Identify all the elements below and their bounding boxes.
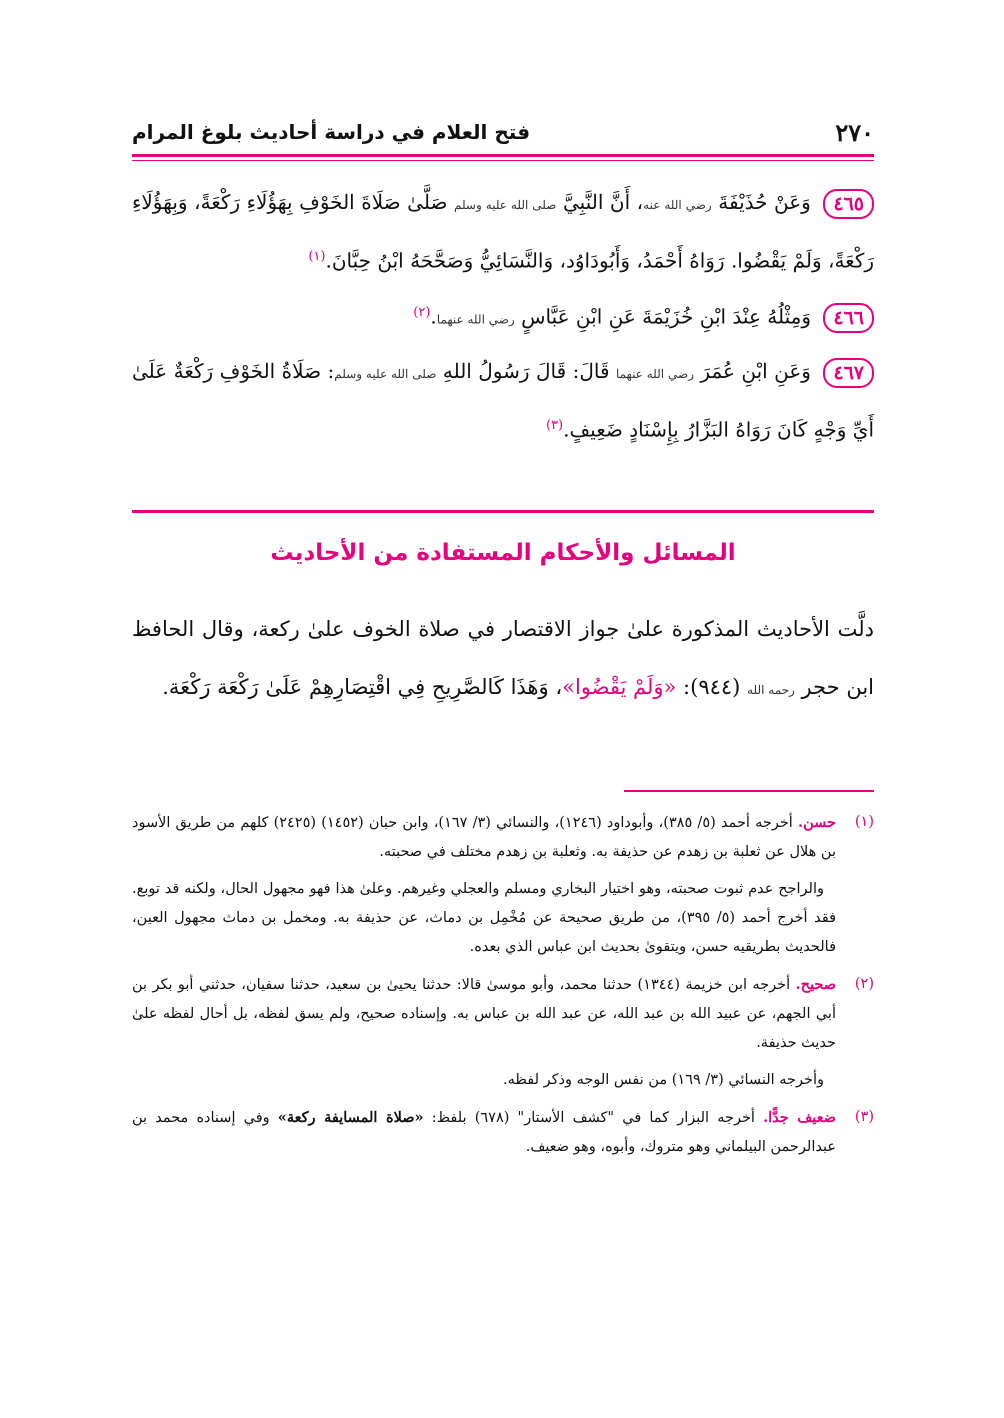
hadith-grade: حسن. <box>798 814 837 831</box>
honorific-mark: رضي الله عنه <box>643 198 712 212</box>
footnote-3 <box>132 1103 874 1162</box>
footnote-number: (١) <box>854 814 874 830</box>
footnote-ref[interactable]: (٢) <box>413 304 431 320</box>
hadith-text: صَلَّىٰ صَلَاةَ الخَوْفِ بِهَؤُلَاءِ رَكْعَةً، وَبِهَؤُلَاءِ رَكْعَةً، وَلَمْ يَقْضُوا. رَوَاهُ أَحْمَدُ، وَأَبُودَاوُد، وَالنَّسَائِيُّ وَصَحَّحَهُ ابْنُ حِبَّانَ. <box>132 190 874 273</box>
footnote-number: (٢) <box>854 976 874 992</box>
footnote-text: أخرجه البزار كما في "كشف الأستار" (٦٧٨) بلفظ: <box>431 1110 755 1126</box>
hadith-text: وَمِثْلُهُ عِنْدَ ابْنِ خُزَيْمَةَ عَنِ ابْنِ عَبَّاسٍ <box>521 304 812 329</box>
section-separator <box>132 510 874 513</box>
rahimahullah-mark: رحمه الله <box>747 683 795 697</box>
section-heading: المسائل والأحكام المستفادة من الأحاديث <box>270 540 736 566</box>
footnote-2 <box>132 970 874 1058</box>
page-number: ٢٧٠ <box>835 118 874 147</box>
hadith-466 <box>132 287 874 346</box>
honorific-mark: رضي الله عنهما <box>615 367 694 382</box>
hadith-number-badge: ٤٦٦ <box>823 303 874 333</box>
body-text: ، وَهَذَا كَالصَّرِيحِ فِي اقْتِصَارِهِمْ عَلَىٰ رَكْعَة رَكْعَة. <box>162 675 563 699</box>
footnote-text: وفي إسناده محمد بن عبدالرحمن البيلماني وهو متروك، وأبوه، وهو ضعيف. <box>132 1110 836 1155</box>
salawat-mark: صلى الله عليه وسلم <box>453 198 557 212</box>
footnote-ref[interactable]: (٣) <box>545 418 564 434</box>
footnote-text: أخرجه أحمد (٥/ ٣٨٥)، وأبوداود (١٢٤٦)، والنسائي (٣/ ١٦٧)، وابن حبان (١٤٥٢) (٢٤٢٥) كلهم من طريق الأسود بن هلال عن ثعلبة بن زهدم عن حذيفة به. وثعلبة بن زهدم مختلف في صحبته. <box>132 815 836 860</box>
footnote-ref[interactable]: (١) <box>308 249 326 264</box>
section-body <box>132 600 874 719</box>
quoted-phrase: «وَلَمْ يَقْضُوا» <box>562 675 677 699</box>
hadith-number-badge: ٤٦٥ <box>823 189 874 219</box>
hadith-number-badge: ٤٦٧ <box>823 358 874 388</box>
hadith-list <box>132 176 874 456</box>
honorific-mark: رضي الله عنهما <box>436 312 515 327</box>
body-paragraph <box>132 600 874 719</box>
hadith-text: : صَلَاةُ الخَوْفِ رَكْعَةٌ عَلَىٰ أَيِّ وَجْهٍ كَانَ رَوَاهُ البَزَّارُ بِإِسْنَادٍ ضَعِيفٍ. <box>132 359 874 442</box>
citation: (٩٤٤): <box>683 675 741 699</box>
hadith-text: وَعَنْ حُذَيْفَةَ <box>718 190 811 214</box>
hadith-text: وَعَنِ ابْنِ عُمَرَ <box>700 359 811 384</box>
footnote-text: أخرجه ابن خزيمة (١٣٤٤) حدثنا محمد، وأبو موسىٰ قالا: حدثنا يحيىٰ بن سعيد، حدثنا سفيان، حدثني أبو بكر بن أبي الجهم، عن عبيد الله بن عبد الله، عن عبد الله بن عباس به. وإسناده صحيح، ولم يسق لفظه، بل أحال لفظه علىٰ حديث حذيفة. <box>132 977 836 1051</box>
footnote-separator <box>624 790 874 792</box>
hadith-grade: ضعيف جدًّا. <box>763 1109 836 1126</box>
body-text: دلَّت الأحاديث المذكورة علىٰ جواز الاقتصار في صلاة الخوف علىٰ ركعة، وقال الحافظ ابن حجر <box>132 617 874 699</box>
hadith-465 <box>132 176 874 287</box>
running-header <box>132 114 874 154</box>
footnote-1 <box>132 808 874 867</box>
hadith-text: قَالَ: قَالَ رَسُولُ اللهِ <box>442 359 610 384</box>
hadith-grade: صحيح. <box>795 976 837 993</box>
quoted-wording: «صلاة المسايفة ركعة» <box>277 1109 424 1126</box>
header-rule-thick <box>132 154 874 157</box>
footnotes <box>132 808 874 1170</box>
hadith-text: ، أَنَّ النَّبِيَّ <box>563 190 644 214</box>
header-rule-thin <box>132 160 874 161</box>
hadith-467 <box>132 345 874 456</box>
hadith-text: . <box>430 304 437 329</box>
footnote-2-continuation: وأخرجه النسائي (٣/ ١٦٩) من نفس الوجه وذكر لفظه. <box>502 1072 824 1088</box>
book-title: فتح العلام في دراسة أحاديث بلوغ المرام <box>132 120 531 144</box>
footnote-1-continuation: والراجح عدم ثبوت صحبته، وهو اختيار البخاري ومسلم والعجلي وغيرهم. وعلىٰ هذا فهو مجهول الحال، ولكنه قد توبع. فقد أخرج أحمد (٥/ ٣٩٥)، من طريق صحيحة عن مُخْمِل بن دماث، عن حذيفة به. ومخمل بن دماث مجهول العين، فالحديث بطريقيه حسن، ويتقوىٰ بحديث ابن عباس الذي بعده. <box>132 881 836 955</box>
salawat-mark: صلى الله عليه وسلم <box>334 367 437 382</box>
footnote-number: (٣) <box>854 1109 874 1125</box>
